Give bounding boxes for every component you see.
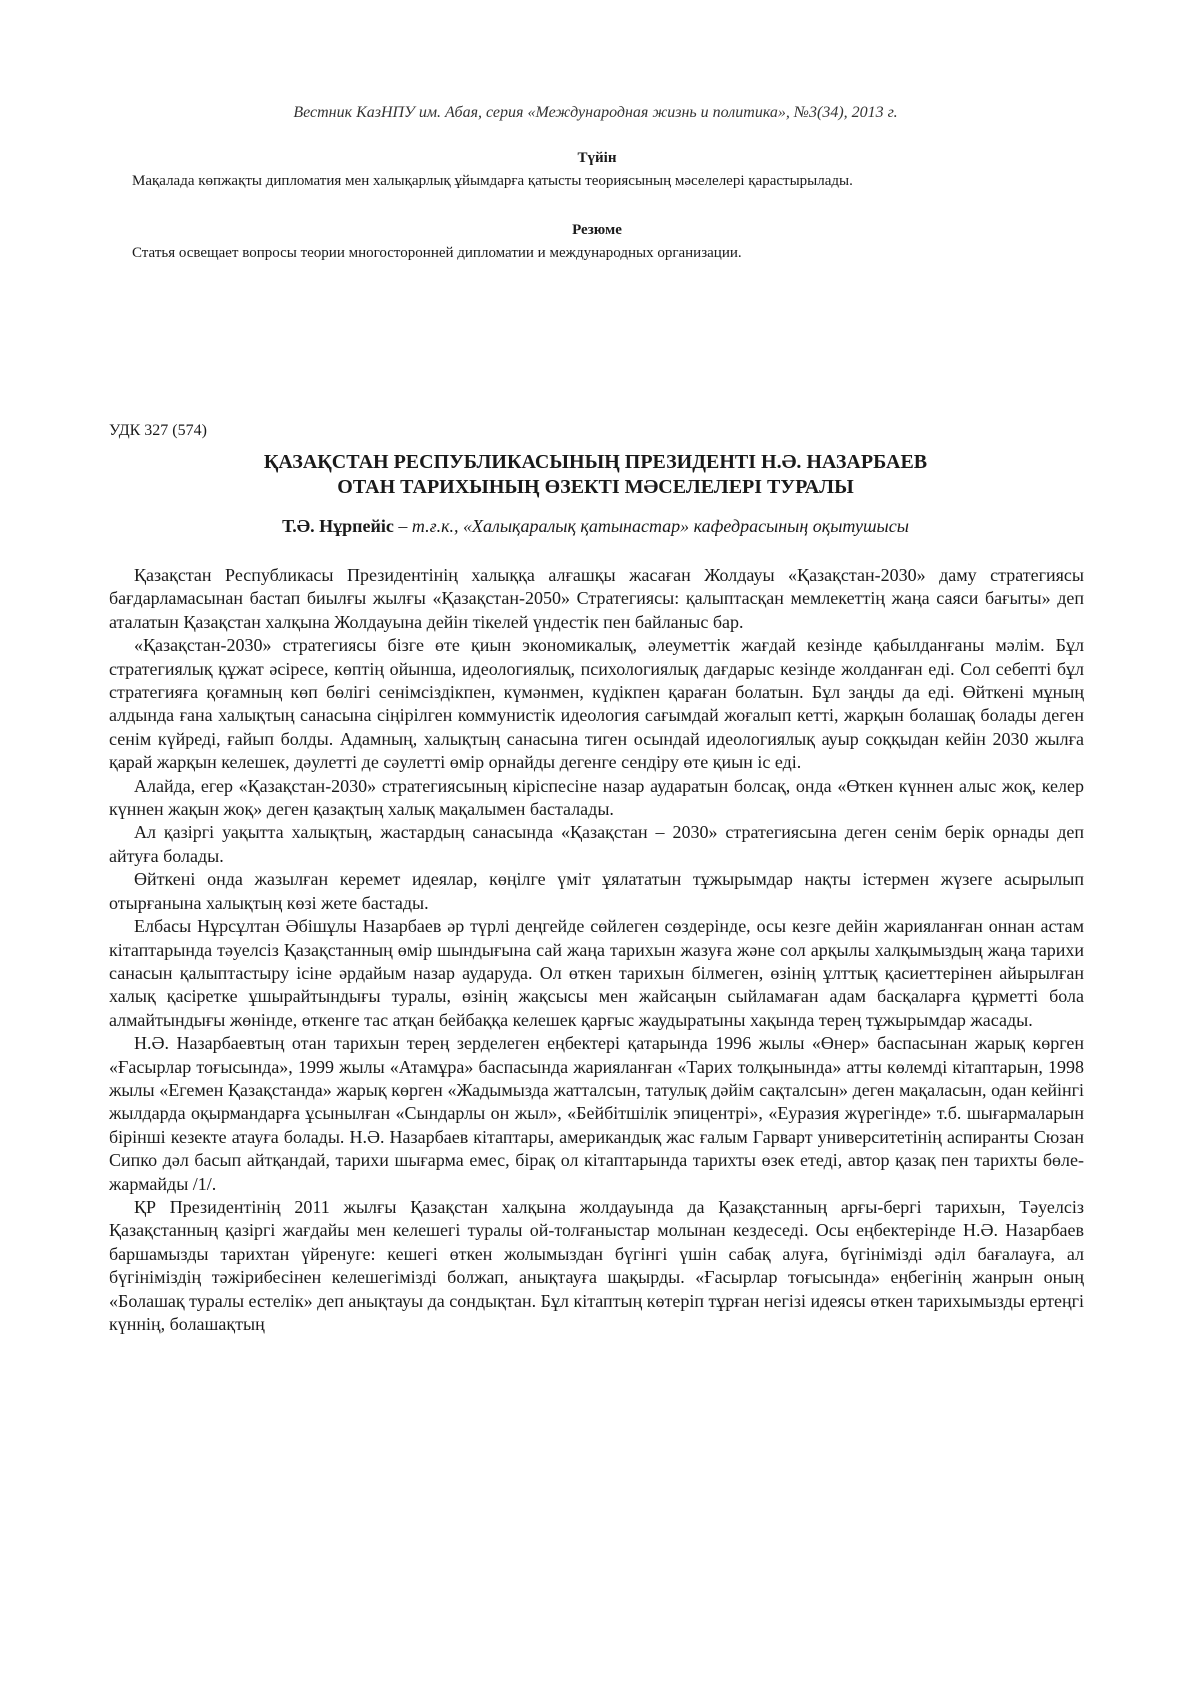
article-title-line-1: ҚАЗАҚСТАН РЕСПУБЛИКАСЫНЫҢ ПРЕЗИДЕНТІ Н.Ә. НАЗАРБАЕВ — [263, 451, 928, 473]
summary-russian-text: Статья освещает вопросы теории многосторонней дипломатии и международных организации. — [132, 245, 742, 261]
body-paragraph: Өйткені онда жазылған керемет идеялар, көңілге үміт ұялататын тұжырымдар нақты істермен жүзеге асырылып отырғанына халықтың көзі жете бастады. — [109, 869, 1084, 913]
summary-russian — [132, 222, 1062, 262]
body-paragraph: Елбасы Нұрсұлтан Әбішұлы Назарбаев әр түрлі деңгейде сөйлеген сөздерінде, осы кезге дейін жарияланған оннан астам кітаптарында тәуелсіз Қазақстанның өмір шындығына сай жаңа тарихын жазуға және сол арқылы халқымыздың жаңа тарихи санасын қалыптастыру ісіне әрдайым назар аударуда. Ол өткен тарихын білмеген, өзінің ұлттық қасиеттерінен айырылған халық қасіретке ұшырайтындығы туралы, өзінің жақсысы мен жайсаңын сыйламаған адам басқаларға құрметті бола алмайтындығы жөнінде, өткенге тас атқан бейбаққа келешек қарғыс жаудыратыны хақында терең тұжырымдар жасады. — [109, 916, 1084, 1030]
article-title-line-2: ОТАН ТАРИХЫНЫҢ ӨЗЕКТІ МӘСЕЛЕЛЕРІ ТУРАЛЫ — [337, 476, 854, 498]
body-paragraph: ҚР Президентінің 2011 жылғы Қазақстан халқына жолдауында да Қазақстанның арғы-бергі тарихын, Тәуелсіз Қазақстанның қазіргі жағдайы мен келешегі туралы ой-толғаныстар молынан кездеседі. Осы еңбектерінде Н.Ә. Назарбаев баршамызды тарихтан үйренуге: кешегі өткен жолымыздан бүгінгі үшін сабақ алуға, бүгінімізді әділ бағалауға, ал бүгініміздің тәжірибесінен келешегімізді болжап, анықтауға шақырды. «Ғасырлар тоғысында» еңбегінің жанрын оның «Болашақ туралы естелік» деп анықтауы да сондықтан. Бұл кітаптың көтеріп тұрған негізі идеясы өткен тарихымызды ертеңгі күннің, болашақтың — [109, 1196, 1084, 1334]
summary-russian-title: Резюме — [572, 222, 622, 238]
body-paragraph: Қазақстан Республикасы Президентінің халыққа алғашқы жасаған Жолдауы «Қазақстан-2030» даму стратегиясы бағдарламасынан бастап биылғы жылғы «Қазақстан-2050» Стратегиясы: қалыптасқан мемлекеттің жаңа саяси бағыты» деп аталатын Қазақстан халқына Жолдауына дейін тікелей үндестік пен байланыс бар. — [109, 565, 1084, 632]
udk-code: УДК 327 (574) — [109, 422, 207, 439]
body-paragraph: «Қазақстан-2030» стратегиясы бізге өте қиын экономикалық, әлеуметтік жағдай кезінде қабылданғаны мәлім. Бұл стратегиялық құжат әсіресе, көптің ойынша, идеологиялық, психологиялық дағдарыс кезінде жолданған еді. Сол себепті бұл стратегияға қоғамның көп бөлігі сенімсіздікпен, күмәнмен, күдікпен қараған болатын. Бұл заңды да еді. Өйткені мұның алдында ғана халықтың санасына сіңірілген коммунистік идеология сағымдай жоғалып кетті, жарқын болашақ болады деген сенім күйреді, ғайып болды. Адамның, халықтың санасына тиген осындай идеологиялық ауыр соққыдан кейін 2030 жылға қарай жарқын келешек, дәулетті де сәулетті өмір орнайды дегенге сендіру өте қиын іс еді. — [109, 635, 1084, 773]
summary-kazakh — [132, 150, 1062, 190]
author-line — [0, 516, 1191, 537]
author-position: т.ғ.к., «Халықаралық қатынастар» кафедрасының оқытушысы — [411, 516, 909, 536]
body-paragraph: Н.Ә. Назарбаевтың отан тарихын терең зерделеген еңбектері қатарында 1996 жылы «Өнер» баспасынан жарық көрген «Ғасырлар тоғысында», 1999 жылы «Атамұра» баспасында жарияланған «Тарих толқынында» атты көлемді кітаптарын, 1998 жылы «Егемен Қазақстанда» жарық көрген «Жадымызда жатталсын, татулық дәйім сақталсын» деген мақаласын, одан кейінгі жылдарда оқырмандарға ұсынылған «Сындарлы он жыл», «Бейбітшілік эпицентрі», «Еуразия жүрегінде» т.б. шығармаларын бірінші кезекте атауға болады. Н.Ә. Назарбаев кітаптары, американдық жас ғалым Гарварт университетінің аспиранты Сюзан Сипко дәл басып айтқандай, тарихи шығарма емес, бірақ ол кітаптарында тарихты өзек етеді, автор қазақ пен тарихты бөле-жармайды /1/. — [109, 1033, 1084, 1194]
summary-kazakh-text: Мақалада көпжақты дипломатия мен халықарлық ұйымдарға қатысты теориясының мәселелері қарастырылады. — [132, 173, 853, 189]
body-paragraph: Ал қазіргі уақытта халықтың, жастардың санасында «Қазақстан – 2030» стратегиясына деген сенім берік орнады деп айтуға болады. — [109, 822, 1084, 866]
article-body — [109, 564, 1084, 1336]
author-name: Т.Ә. Нұрпейіс — [282, 516, 394, 536]
article-title — [0, 450, 1191, 500]
journal-header: Вестник КазНПУ им. Абая, серия «Международная жизнь и политика», №3(34), 2013 г. — [293, 104, 898, 121]
summary-kazakh-title: Түйін — [577, 150, 617, 166]
body-paragraph: Алайда, егер «Қазақстан-2030» стратегиясының кіріспесіне назар аударатын болсақ, онда «Өткен күннен алыс жоқ, келер күннен жақын жоқ» деген қазақтың халық мақалымен басталады. — [109, 775, 1084, 820]
author-separator: – — [393, 516, 412, 536]
